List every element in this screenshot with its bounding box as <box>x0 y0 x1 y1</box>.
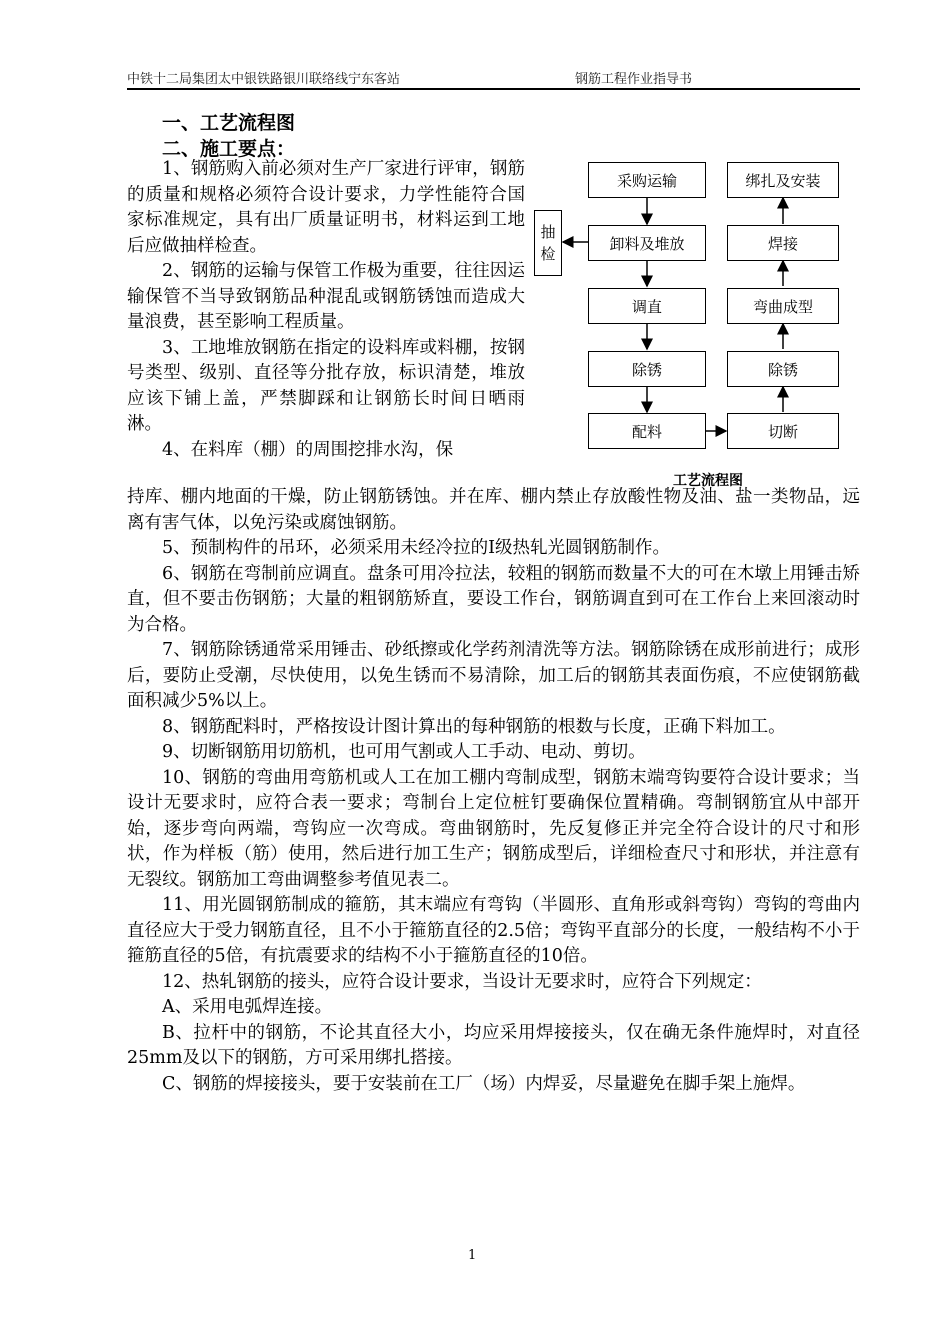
paragraph-7: 7、钢筋除锈通常采用锤击、砂纸擦或化学药剂清洗等方法。钢筋除锈在成形前进行；成形后，要防止受潮，尽快使用，以免生锈而不易清除，加工后的钢筋其表面伤痕，不应使钢筋截面积减少5%以上。 <box>127 640 860 711</box>
box-cutting: 切断 <box>727 413 839 449</box>
paragraph-2: 2、钢筋的运输与保管工作极为重要，往往因运输保管不当导致钢筋品种混乱或钢筋锈蚀而造成大量浪费，甚至影响工程质量。 <box>127 261 525 332</box>
section-heading-key-points: 二、施工要点： <box>162 138 296 160</box>
text-column-wide <box>127 485 860 1097</box>
flowchart-caption: 工艺流程图 <box>673 473 743 489</box>
paragraph-c: C、钢筋的焊接接头，要于安装前在工厂（场）内焊妥，尽量避免在脚手架上施焊。 <box>162 1073 806 1094</box>
text-column-narrow <box>127 157 525 463</box>
header-rule <box>127 88 860 90</box>
paragraph-3: 3、工地堆放钢筋在指定的设料库或料棚，按钢号类型、级别、直径等分批存放，标识清楚，堆放应该下铺上盖，严禁脚踩和让钢筋长时间日晒雨淋。 <box>127 337 525 434</box>
inspect-char-1: 抽 <box>540 223 556 241</box>
box-bending: 弯曲成型 <box>727 288 839 324</box>
inspect-char-2: 检 <box>540 245 556 263</box>
paragraph-9: 9、切断钢筋用切筋机，也可用气割或人工手动、电动、剪切。 <box>162 742 646 762</box>
box-purchase-transport: 采购运输 <box>588 162 706 198</box>
box-unload-stack: 卸料及堆放 <box>588 225 706 261</box>
paragraph-6: 6、钢筋在弯制前应调直。盘条可用冷拉法，较粗的钢筋而数量不大的可在木墩上用锤击矫直，但不要击伤钢筋；大量的粗钢筋矫直，要设工作台，钢筋调直到可在工作台上来回滚动时为合格。 <box>127 563 860 635</box>
paragraph-4-start: 4、在料库（棚）的周围挖排水沟，保 <box>162 439 454 460</box>
paragraph-5: 5、预制构件的吊环，必须采用未经冷拉的Ⅰ级热轧光圆钢筋制作。 <box>162 538 671 558</box>
paragraph-8: 8、钢筋配料时，严格按设计图计算出的每种钢筋的根数与长度，正确下料加工。 <box>162 716 786 737</box>
header-doc-title: 钢筋工程作业指导书 <box>575 72 693 87</box>
process-flowchart <box>530 150 860 490</box>
box-batching: 配料 <box>588 413 706 449</box>
page-number: 1 <box>468 1248 477 1263</box>
header-project: 中铁十二局集团太中银铁路银川联络线宁东客站 <box>127 72 401 87</box>
box-sampling-inspection <box>534 210 562 276</box>
box-derust-1: 除锈 <box>588 351 706 387</box>
paragraph-12: 12、热轧钢筋的接头，应符合设计要求，当设计无要求时，应符合下列规定： <box>162 971 762 992</box>
box-welding: 焊接 <box>727 225 839 261</box>
page-header <box>127 66 860 88</box>
paragraph-11: 11、用光圆钢筋制成的箍筋，其末端应有弯钩（半圆形、直角形或斜弯钩）弯钩的弯曲内直径应大于受力钢筋直径，且不小于箍筋直径的2.5倍；弯钩平直部分的长度，一般结构不小于箍筋直径的5倍，有抗震要求的结构不小于箍筋直径的10倍。 <box>127 895 860 966</box>
paragraph-10: 10、钢筋的弯曲用弯筋机或人工在加工棚内弯制成型，钢筋末端弯钩要符合设计要求；当设计无要求时，应符合表一要求；弯制台上定位桩钉要确保位置精确。弯制钢筋宜从中部开始，逐步弯向两端，弯钩应一次弯成。弯曲钢筋时，先反复修正并完全符合设计的尺寸和形状，作为样板（筋）使用，然后进行加工生产；钢筋成型后，详细检查尺寸和形状，并注意有无裂纹。钢筋加工弯曲调整参考值见表二。 <box>127 767 860 890</box>
paragraph-a: A、采用电弧焊连接。 <box>162 997 333 1017</box>
box-tie-install: 绑扎及安装 <box>727 162 839 198</box>
section-heading-flowchart: 一、工艺流程图 <box>162 112 296 134</box>
box-straighten: 调直 <box>588 288 706 324</box>
paragraph-1: 1、钢筋购入前必须对生产厂家进行评审，钢筋的质量和规格必须符合设计要求，力学性能符合国家标准规定，具有出厂质量证明书，材料运到工地后应做抽样检查。 <box>127 159 525 256</box>
paragraph-4-continued: 持库、棚内地面的干燥，防止钢筋锈蚀。并在库、棚内禁止存放酸性物及油、盐一类物品，远离有害气体，以免污染或腐蚀钢筋。 <box>127 487 860 533</box>
box-derust-2: 除锈 <box>727 351 839 387</box>
paragraph-b: B、拉杆中的钢筋，不论其直径大小，均应采用焊接接头，仅在确无条件施焊时，对直径25mm及以下的钢筋，方可采用绑扎搭接。 <box>127 1022 860 1068</box>
